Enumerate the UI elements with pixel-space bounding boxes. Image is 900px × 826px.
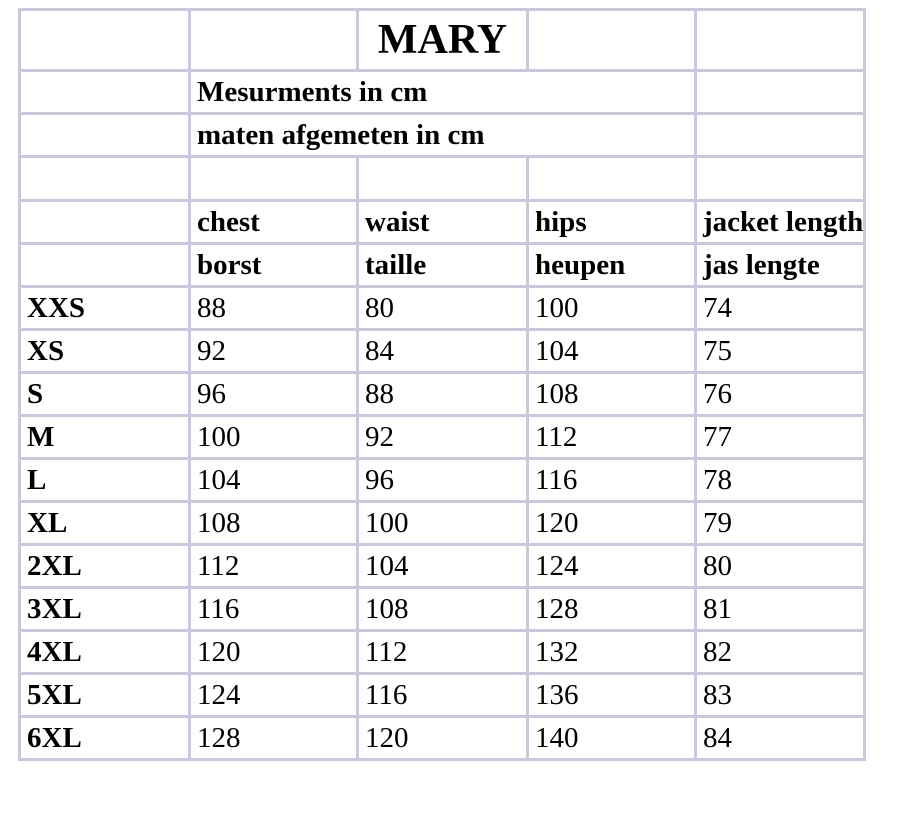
jacket-length-value: 76: [696, 373, 865, 416]
table-row: [20, 416, 865, 459]
waist-value: 96: [358, 459, 528, 502]
jacket-length-value: 84: [696, 717, 865, 760]
empty-cell: [190, 157, 358, 201]
table-row: [20, 287, 865, 330]
header-heupen: heupen: [528, 244, 696, 287]
table-row: [20, 330, 865, 373]
subtitle-en-row: [20, 71, 865, 114]
empty-cell: [20, 157, 190, 201]
chest-value: 124: [190, 674, 358, 717]
hips-value: 108: [528, 373, 696, 416]
size-label: 2XL: [20, 545, 190, 588]
jacket-length-value: 78: [696, 459, 865, 502]
size-label: XS: [20, 330, 190, 373]
size-label: L: [20, 459, 190, 502]
empty-cell: [20, 201, 190, 244]
chest-value: 120: [190, 631, 358, 674]
table-row: [20, 631, 865, 674]
jacket-length-value: 81: [696, 588, 865, 631]
hips-value: 132: [528, 631, 696, 674]
hips-value: 104: [528, 330, 696, 373]
spacer-row: [20, 157, 865, 201]
subtitle-nl-row: [20, 114, 865, 157]
empty-cell: [20, 244, 190, 287]
jacket-length-value: 75: [696, 330, 865, 373]
chest-value: 104: [190, 459, 358, 502]
waist-value: 100: [358, 502, 528, 545]
subtitle-dutch: maten afgemeten in cm: [190, 114, 696, 157]
empty-cell: [696, 114, 865, 157]
chest-value: 112: [190, 545, 358, 588]
waist-value: 92: [358, 416, 528, 459]
jacket-length-value: 77: [696, 416, 865, 459]
header-hips: hips: [528, 201, 696, 244]
empty-cell: [696, 157, 865, 201]
empty-cell: [20, 71, 190, 114]
jacket-length-value: 74: [696, 287, 865, 330]
waist-value: 84: [358, 330, 528, 373]
size-label: S: [20, 373, 190, 416]
size-label: 6XL: [20, 717, 190, 760]
header-jas-lengte: jas lengte: [696, 244, 865, 287]
empty-cell: [528, 10, 696, 71]
table-row: [20, 717, 865, 760]
table-row: [20, 373, 865, 416]
hips-value: 120: [528, 502, 696, 545]
size-label: 5XL: [20, 674, 190, 717]
header-borst: borst: [190, 244, 358, 287]
empty-cell: [358, 157, 528, 201]
chest-value: 128: [190, 717, 358, 760]
header-jacket-length: jacket length: [696, 201, 865, 244]
waist-value: 88: [358, 373, 528, 416]
chest-value: 96: [190, 373, 358, 416]
empty-cell: [528, 157, 696, 201]
header-taille: taille: [358, 244, 528, 287]
chest-value: 116: [190, 588, 358, 631]
jacket-length-value: 83: [696, 674, 865, 717]
table-row: [20, 588, 865, 631]
empty-cell: [696, 71, 865, 114]
header-chest: chest: [190, 201, 358, 244]
title-row: [20, 10, 865, 71]
size-chart-table: [18, 8, 866, 761]
table-row: [20, 545, 865, 588]
chest-value: 92: [190, 330, 358, 373]
jacket-length-value: 80: [696, 545, 865, 588]
header-en-row: [20, 201, 865, 244]
empty-cell: [696, 10, 865, 71]
hips-value: 116: [528, 459, 696, 502]
hips-value: 124: [528, 545, 696, 588]
hips-value: 140: [528, 717, 696, 760]
jacket-length-value: 82: [696, 631, 865, 674]
table-row: [20, 459, 865, 502]
waist-value: 112: [358, 631, 528, 674]
size-label: M: [20, 416, 190, 459]
size-label: 3XL: [20, 588, 190, 631]
size-label: 4XL: [20, 631, 190, 674]
waist-value: 108: [358, 588, 528, 631]
table-row: [20, 502, 865, 545]
waist-value: 104: [358, 545, 528, 588]
waist-value: 80: [358, 287, 528, 330]
jacket-length-value: 79: [696, 502, 865, 545]
waist-value: 120: [358, 717, 528, 760]
size-label: XL: [20, 502, 190, 545]
chest-value: 100: [190, 416, 358, 459]
chest-value: 88: [190, 287, 358, 330]
chest-value: 108: [190, 502, 358, 545]
empty-cell: [20, 114, 190, 157]
table-row: [20, 674, 865, 717]
chart-title: MARY: [358, 10, 528, 71]
empty-cell: [20, 10, 190, 71]
hips-value: 128: [528, 588, 696, 631]
hips-value: 136: [528, 674, 696, 717]
subtitle-english: Mesurments in cm: [190, 71, 696, 114]
size-label: XXS: [20, 287, 190, 330]
waist-value: 116: [358, 674, 528, 717]
empty-cell: [190, 10, 358, 71]
header-nl-row: [20, 244, 865, 287]
header-waist: waist: [358, 201, 528, 244]
hips-value: 100: [528, 287, 696, 330]
hips-value: 112: [528, 416, 696, 459]
